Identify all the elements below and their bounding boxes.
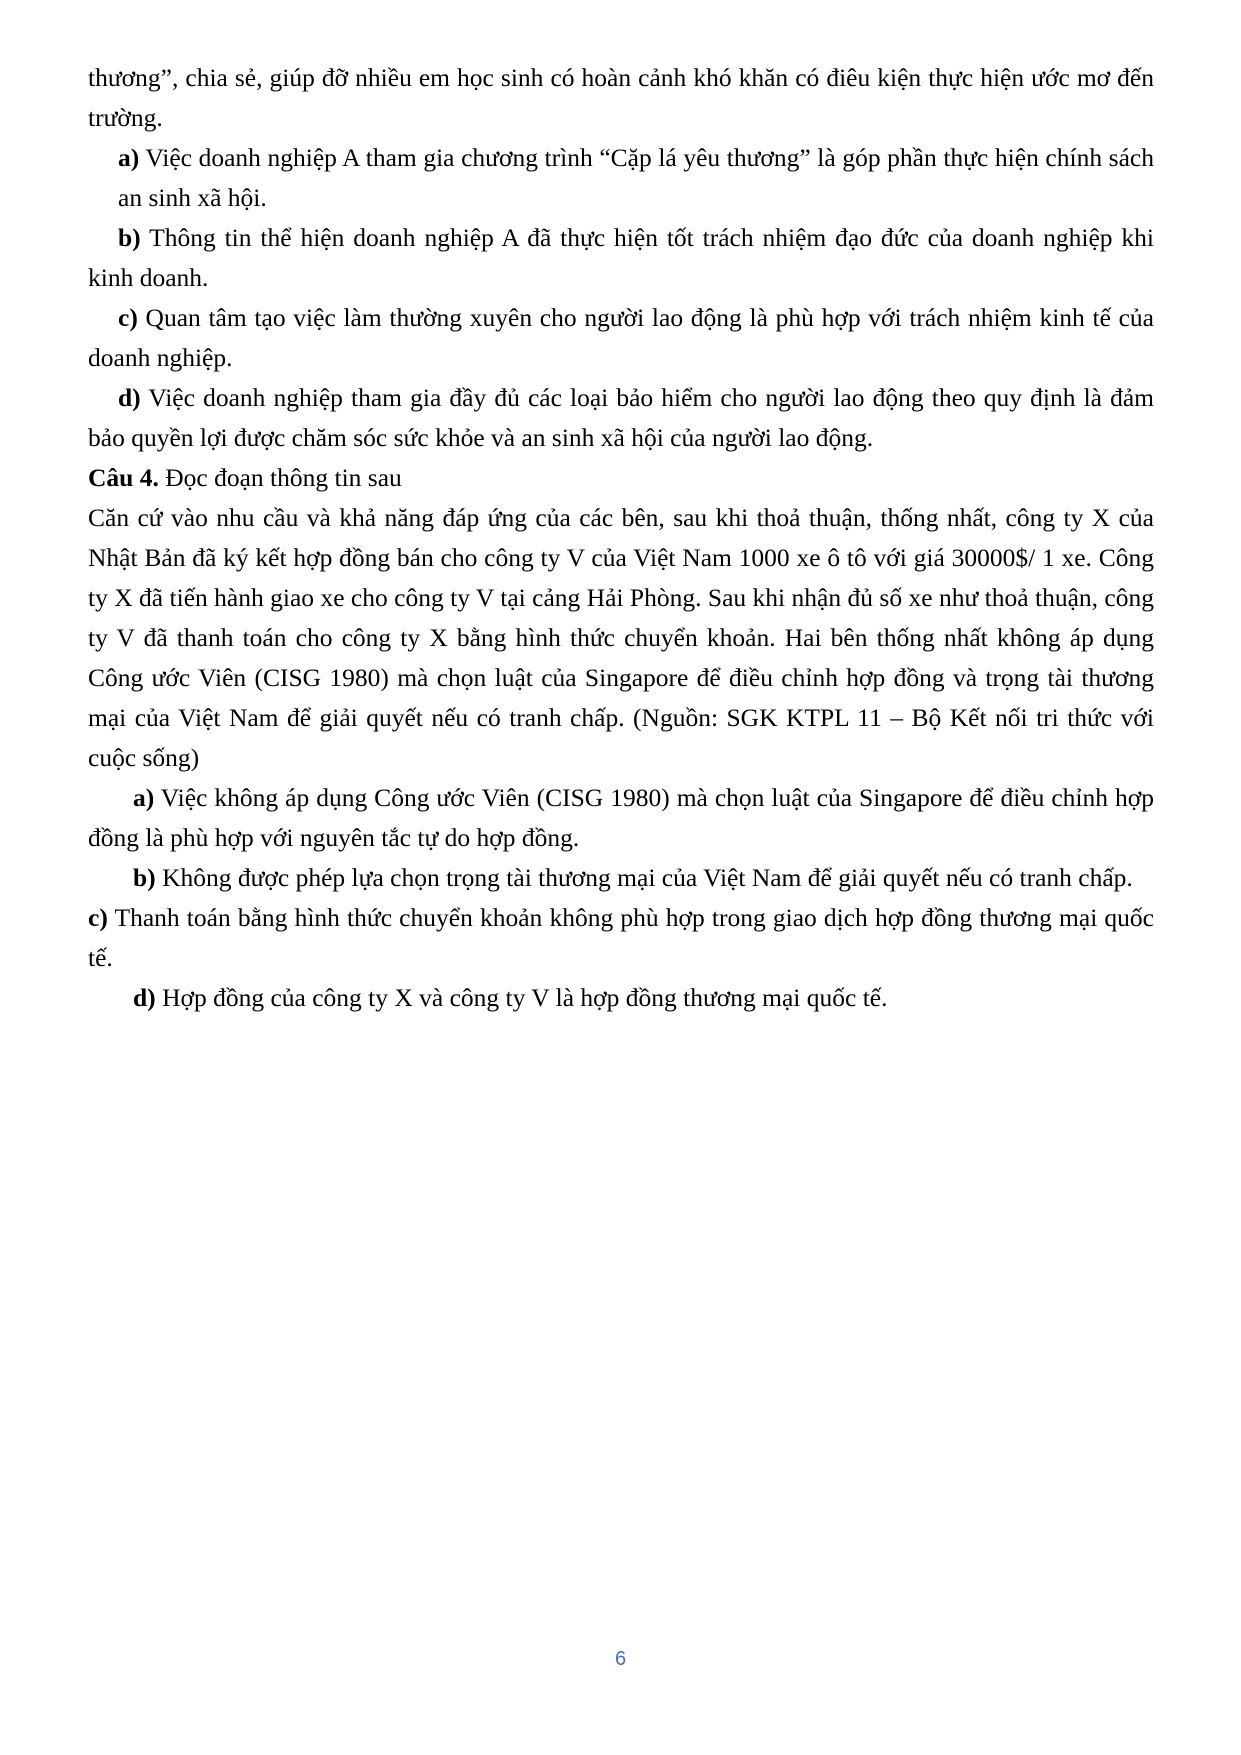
q4-option-c <box>88 898 1154 978</box>
option-label: c) <box>88 903 108 932</box>
question-prompt: Đọc đoạn thông tin sau <box>158 463 402 492</box>
option-label: c) <box>118 303 138 332</box>
page-number: 6 <box>614 1648 627 1670</box>
option-text: Việc không áp dụng Công ước Viên (CISG 1980) mà chọn luật của Singapore để điều chỉnh hợp đồng là phù hợp với nguyên tắc tự do hợp đồng. <box>88 783 1154 852</box>
option-text: Thông tin thể hiện doanh nghiệp A đã thực hiện tốt trách nhiệm đạo đức của doanh nghiệp khi kinh doanh. <box>88 223 1154 292</box>
option-label: d) <box>118 383 141 412</box>
intro-continuation: thương”, chia sẻ, giúp đỡ nhiều em học sinh có hoàn cảnh khó khăn có điêu kiện thực hiện ước mơ đến trường. <box>88 63 1154 132</box>
q4-option-a <box>88 778 1154 858</box>
q3-option-d <box>88 378 1154 458</box>
q3-option-c <box>88 298 1154 378</box>
option-label: a) <box>118 143 140 172</box>
option-label: a) <box>133 783 155 812</box>
q4-option-d <box>88 978 1154 1018</box>
option-label: b) <box>118 223 141 252</box>
option-text: Việc doanh nghiệp A tham gia chương trình “Cặp lá yêu thương” là góp phần thực hiện chính sách an sinh xã hội. <box>118 143 1154 212</box>
q3-option-b <box>88 218 1154 298</box>
q4-option-b <box>88 858 1154 898</box>
option-text: Việc doanh nghiệp tham gia đầy đủ các loại bảo hiểm cho người lao động theo quy định là đảm bảo quyền lợi được chăm sóc sức khỏe và an sinh xã hội của người lao động. <box>88 383 1154 452</box>
option-label: d) <box>133 983 156 1012</box>
q3-option-a <box>88 138 1154 218</box>
option-text: Hợp đồng của công ty X và công ty V là hợp đồng thương mại quốc tế. <box>155 983 888 1012</box>
option-text: Quan tâm tạo việc làm thường xuyên cho người lao động là phù hợp với trách nhiệm kinh tế của doanh nghiệp. <box>88 303 1154 372</box>
document-body <box>88 58 1154 1018</box>
question-label: Câu 4. <box>88 463 159 492</box>
option-text: Không được phép lựa chọn trọng tài thương mại của Việt Nam để giải quyết nếu có tranh chấp. <box>155 863 1133 892</box>
option-label: b) <box>133 863 156 892</box>
question-4-passage: Căn cứ vào nhu cầu và khả năng đáp ứng của các bên, sau khi thoả thuận, thống nhất, công ty X của Nhật Bản đã ký kết hợp đồng bán cho công ty V của Việt Nam 1000 xe ô tô với giá 30000$/ 1 xe. Công ty X đã tiến hành giao xe cho công ty V tại cảng Hải Phòng. Sau khi nhận đủ số xe như thoả thuận, công ty V đã thanh toán cho công ty X bằng hình thức chuyển khoản. Hai bên thống nhất không áp dụng Công ước Viên (CISG 1980) mà chọn luật của Singapore để điều chỉnh hợp đồng và trọng tài thương mại của Việt Nam để giải quyết nếu có tranh chấp. (Nguồn: SGK KTPL 11 – Bộ Kết nối tri thức với cuộc sống) <box>88 503 1154 772</box>
option-text: Thanh toán bằng hình thức chuyển khoản không phù hợp trong giao dịch hợp đồng thương mại quốc tế. <box>88 903 1154 972</box>
question-4-heading <box>88 458 1154 498</box>
